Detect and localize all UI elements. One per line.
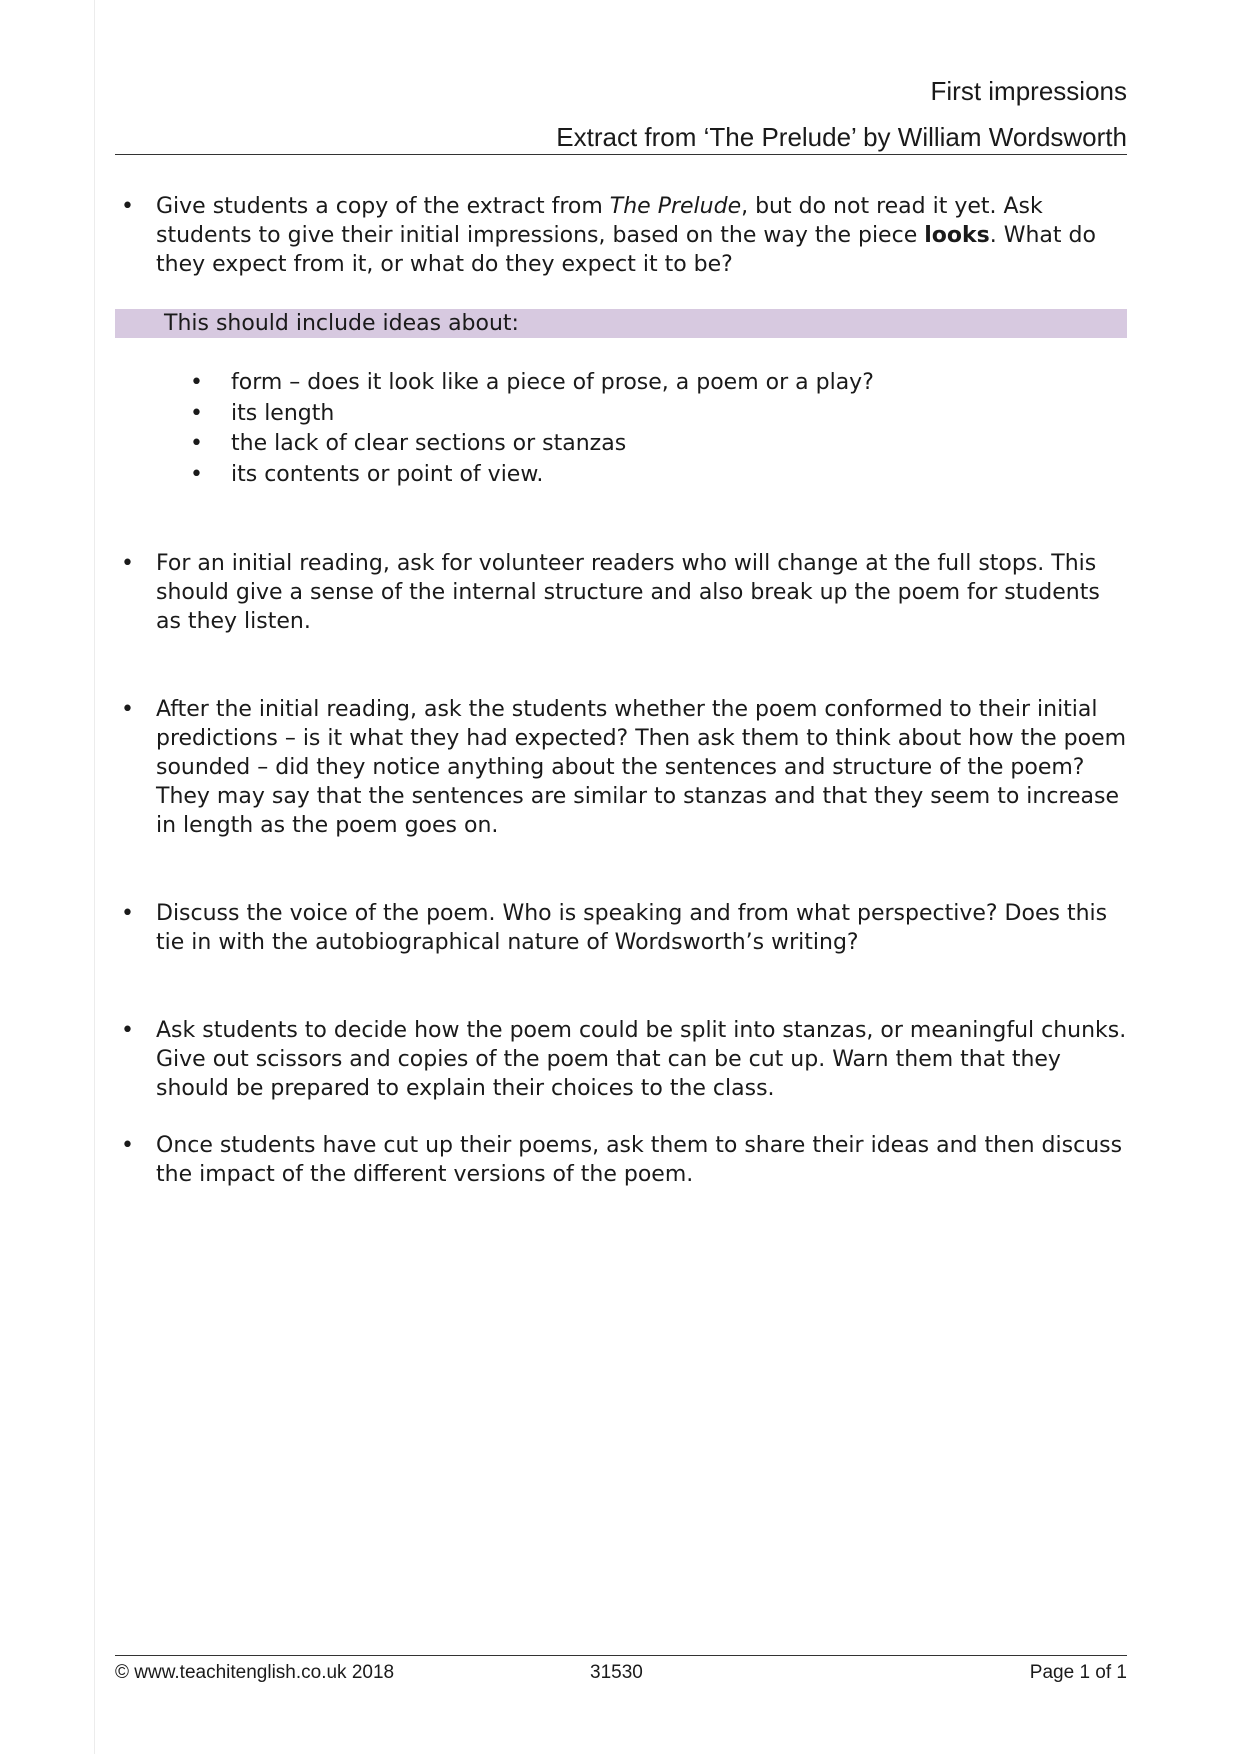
bullet-paragraph-3 xyxy=(115,695,1127,840)
page-header xyxy=(115,68,1127,160)
sub-bullet-item xyxy=(190,429,1127,460)
bullet-icon: • xyxy=(190,461,203,487)
bullet-paragraph-1 xyxy=(115,192,1127,279)
sub-bullet-item xyxy=(190,368,1127,399)
bullet-icon: • xyxy=(121,551,134,576)
sub-bullet-list xyxy=(115,368,1127,490)
bullet-icon: • xyxy=(121,697,134,722)
footer-page-number: Page 1 of 1 xyxy=(1029,1662,1127,1683)
footer-divider xyxy=(115,1655,1127,1656)
paragraph-text: After the initial reading, ask the students whether the poem conformed to their initial predictions – is it what they had expected? Then ask them to think about how the poem sounded – did they notice anything about the sentences and structure of the poem? They may say that the sentences are similar to stanzas and that they seem to increase in length as the poem goes on. xyxy=(156,697,1127,838)
page-title: First impressions xyxy=(930,76,1127,106)
bullet-paragraph-4 xyxy=(115,899,1127,957)
bullet-icon: • xyxy=(121,1018,134,1043)
page-subtitle: Extract from ‘The Prelude’ by William Wordsworth xyxy=(556,122,1127,152)
highlight-box: This should include ideas about: xyxy=(115,309,1127,338)
bullet-icon: • xyxy=(121,901,134,926)
paragraph-text: . What do they expect from it, or what do they expect it to be? xyxy=(156,223,1096,277)
sub-bullet-text: its contents or point of view. xyxy=(231,461,544,487)
paragraph-text: , but do not read it yet. Ask students to give their initial impressions, based on the way the piece xyxy=(156,194,1043,248)
bullet-icon: • xyxy=(190,370,203,395)
page-footer xyxy=(115,1660,1127,1686)
bullet-paragraph-6 xyxy=(115,1131,1127,1189)
sub-bullet-item xyxy=(190,460,1127,491)
sub-bullet-text: the lack of clear sections or stanzas xyxy=(231,431,627,456)
bullet-icon: • xyxy=(190,431,203,456)
paragraph-bold-word: looks xyxy=(924,223,990,248)
bullet-paragraph-2 xyxy=(115,549,1127,636)
bullet-paragraph-5 xyxy=(115,1016,1127,1103)
paragraph-text: Discuss the voice of the poem. Who is speaking and from what perspective? Does this tie in with the autobiographical nature of Wordsworth’s writing? xyxy=(156,901,1108,955)
page-content xyxy=(115,192,1127,1189)
paragraph-text: Once students have cut up their poems, ask them to share their ideas and then discuss the impact of the different versions of the poem. xyxy=(156,1133,1123,1187)
paragraph-text: Give students a copy of the extract from xyxy=(156,194,610,219)
footer-resource-code: 31530 xyxy=(590,1662,643,1683)
bullet-icon: • xyxy=(190,400,203,426)
sub-bullet-text: its length xyxy=(231,400,335,426)
bullet-icon: • xyxy=(121,194,134,219)
bullet-icon: • xyxy=(121,1133,134,1158)
header-divider xyxy=(115,154,1127,155)
paragraph-text: Ask students to decide how the poem could be split into stanzas, or meaningful chunks. Give out scissors and copies of the poem that can be cut up. Warn them that they should be prepared to explain their choices to the class. xyxy=(156,1018,1127,1101)
paragraph-text: For an initial reading, ask for volunteer readers who will change at the full stops. This should give a sense of the internal structure and also break up the poem for students as they listen. xyxy=(156,551,1100,634)
sub-bullet-item xyxy=(190,399,1127,430)
page-margin-rule xyxy=(94,0,95,1754)
sub-bullet-text: form – does it look like a piece of prose, a poem or a play? xyxy=(231,370,874,395)
paragraph-italic-title: The Prelude xyxy=(609,194,742,219)
footer-copyright: © www.teachitenglish.co.uk 2018 xyxy=(115,1662,395,1683)
